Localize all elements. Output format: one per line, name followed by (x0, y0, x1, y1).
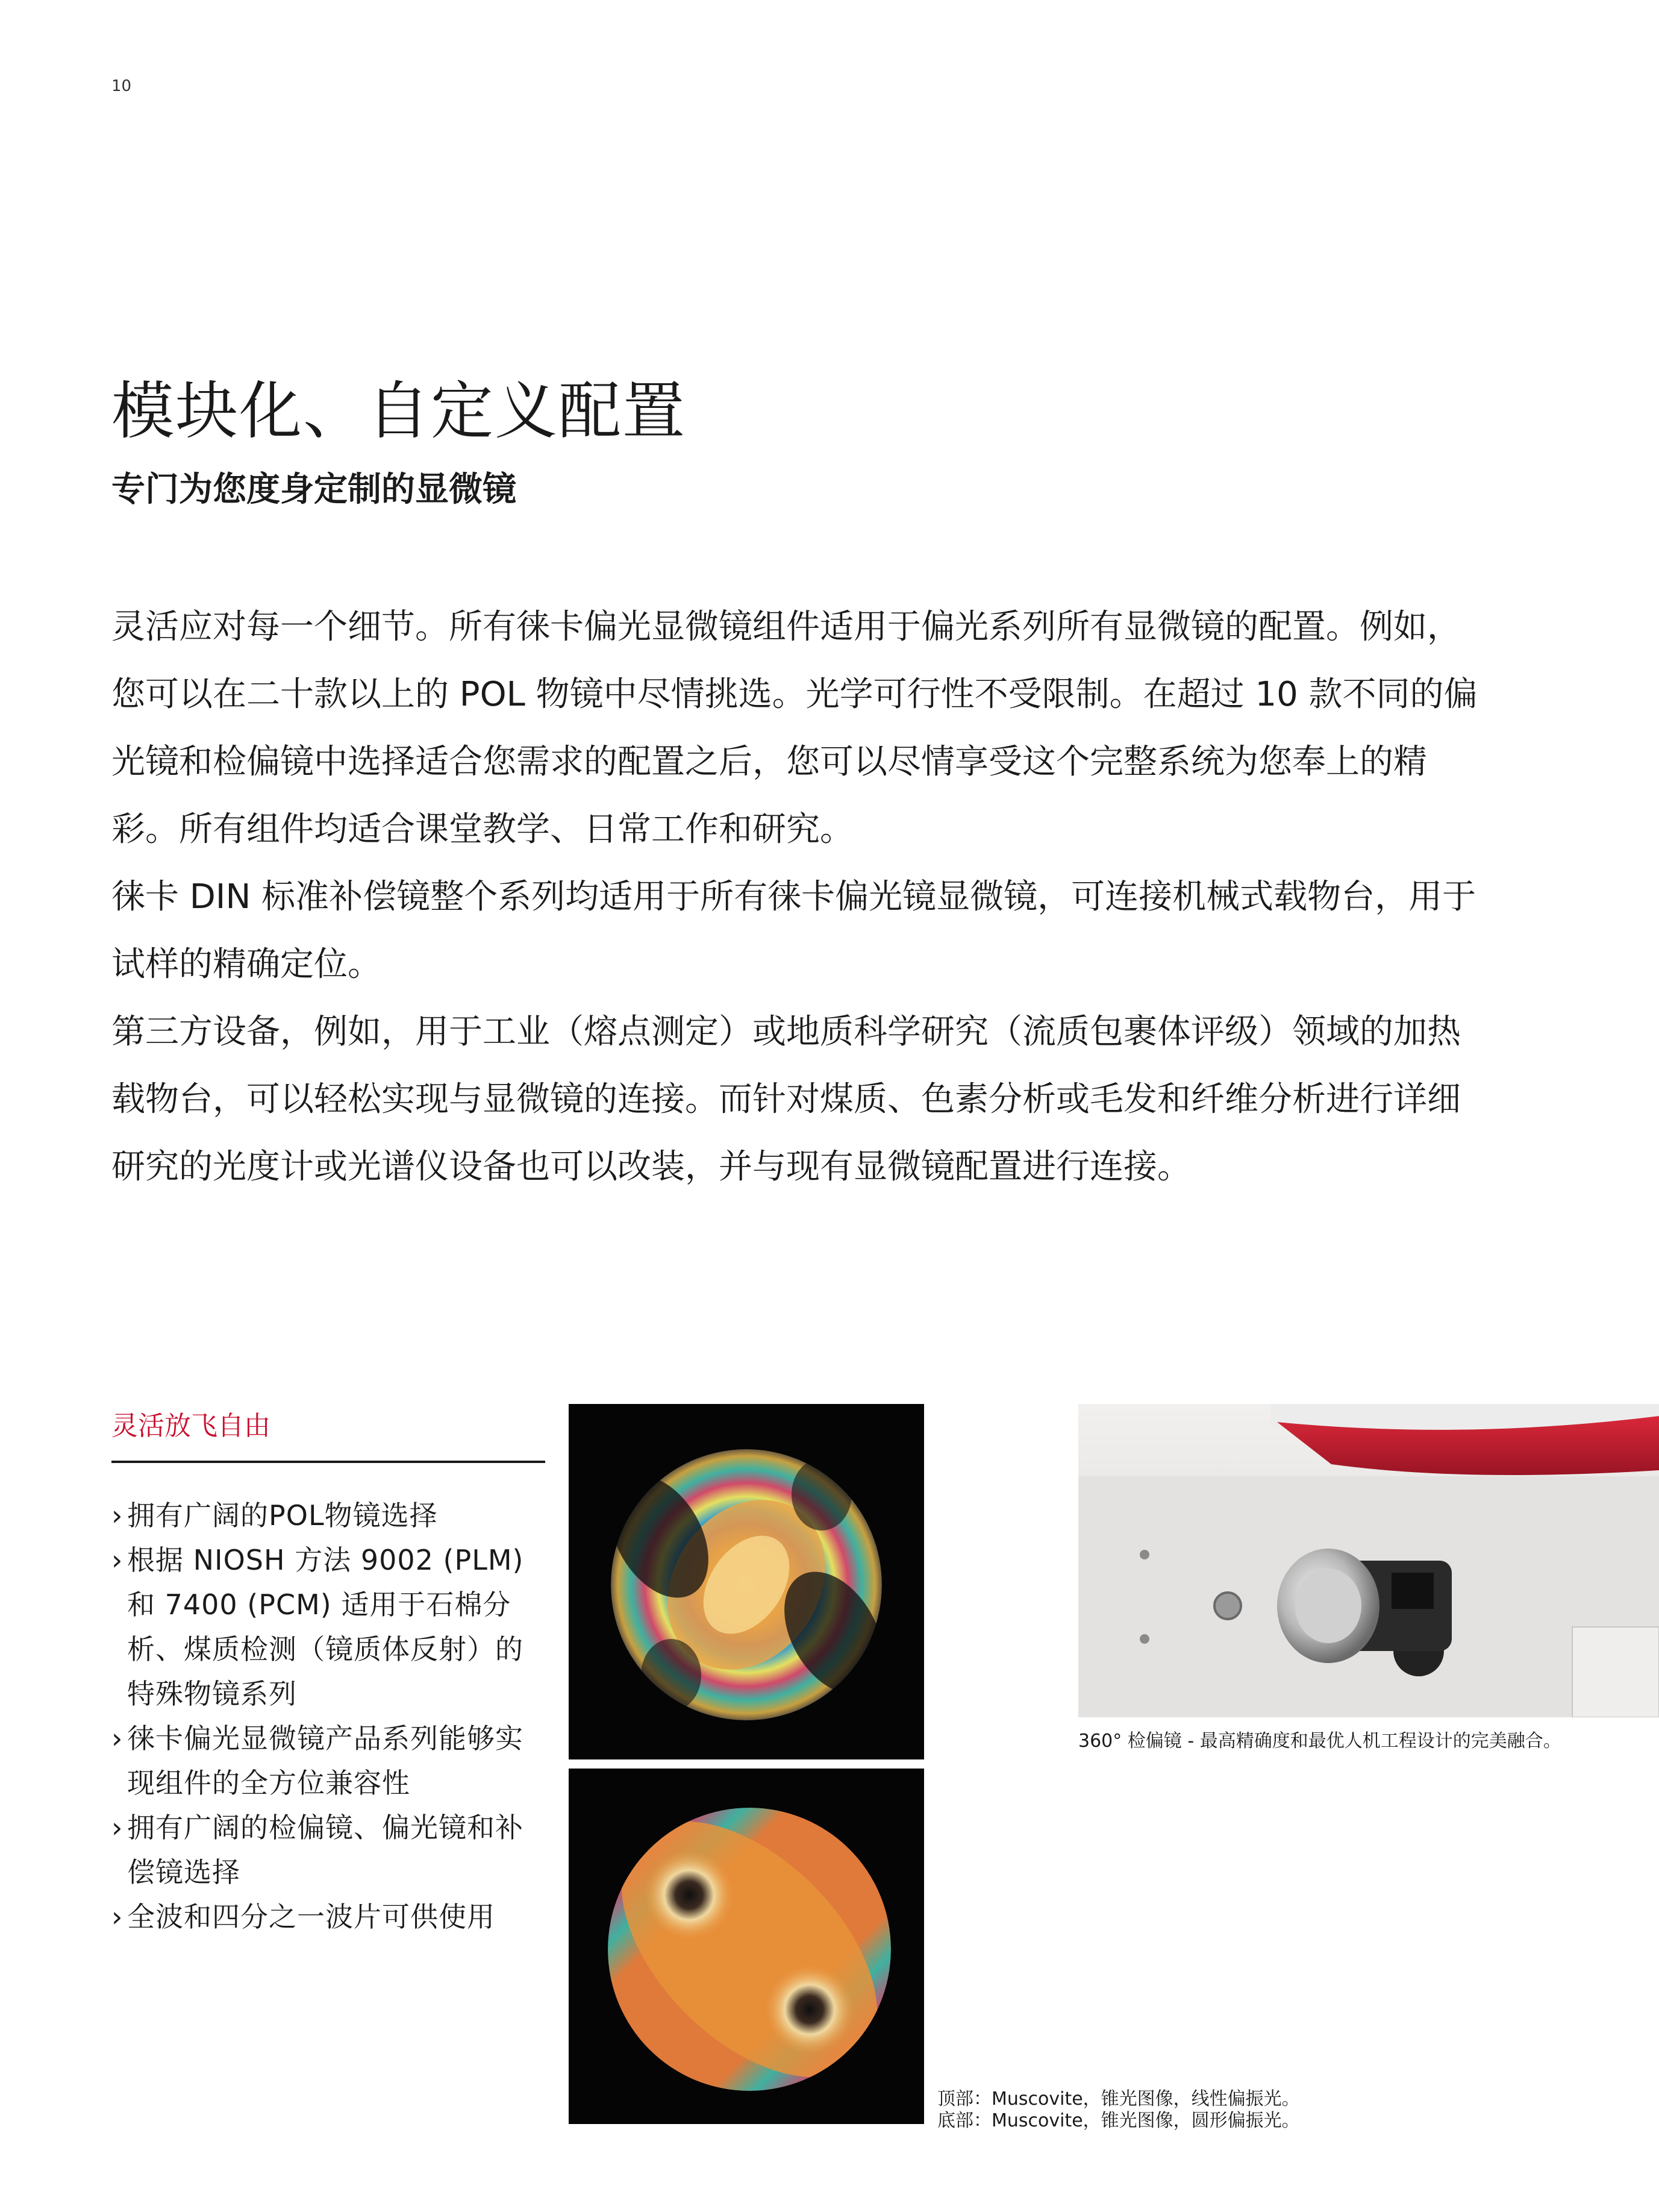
list-item-text: 徕卡偏光显微镜产品系列能够实现组件的全方位兼容性 (127, 1722, 523, 1799)
chevron-right-icon: › (111, 1722, 123, 1755)
chevron-right-icon: › (111, 1811, 123, 1844)
list-item (111, 1538, 551, 1716)
body-text (111, 594, 1485, 1201)
page-subtitle: 专门为您度身定制的显微镜 (111, 470, 516, 509)
list-item (111, 1493, 551, 1538)
caption-bottom: 底部：Muscovite，锥光图像，圆形偏振光。 (937, 2110, 1300, 2131)
sidebar-heading: 灵活放飞自由 (111, 1411, 270, 1441)
caption-top: 顶部：Muscovite，锥光图像，线性偏振光。 (937, 2088, 1300, 2110)
analyzer-caption: 360° 检偏镜 - 最高精确度和最优人机工程设计的完美融合。 (1078, 1731, 1561, 1752)
chevron-right-icon: › (111, 1499, 123, 1532)
body-paragraph-1: 灵活应对每一个细节。所有徕卡偏光显微镜组件适用于偏光系列所有显微镜的配置。例如，您可以在二十款以上的 POL 物镜中尽情挑选。光学可行性不受限制。在超过 10 款不同的偏光镜和检偏镜中选择适合您需求的配置之后，您可以尽情享受这个完整系统为您奉上的精彩。所有组件均适合课堂教学、日常工作和研究。 (111, 607, 1478, 849)
list-item-text: 拥有广阔的检偏镜、偏光镜和补偿镜选择 (127, 1811, 523, 1888)
list-item (111, 1716, 551, 1805)
body-paragraph-3: 第三方设备，例如，用于工业（熔点测定）或地质科学研究（流质包裹体评级）领域的加热载物台，可以轻松实现与显微镜的连接。而针对煤质、色素分析或毛发和纤维分析进行详细研究的光度计或光谱仪设备也可以改装，并与现有显微镜配置进行连接。 (111, 1012, 1461, 1186)
list-item (111, 1805, 551, 1894)
page-number: 10 (111, 77, 132, 95)
sidebar-divider (111, 1461, 545, 1463)
conoscopic-image-linear (569, 1404, 924, 1759)
feature-list (111, 1493, 551, 1939)
list-item (111, 1894, 551, 1939)
chevron-right-icon: › (111, 1900, 123, 1933)
body-paragraph-2: 徕卡 DIN 标准补偿镜整个系列均适用于所有徕卡偏光镜显微镜，可连接机械式载物台，用于试样的精确定位。 (111, 877, 1476, 984)
conoscopic-image-circular (569, 1769, 924, 2124)
page-title: 模块化、自定义配置 (111, 374, 687, 448)
chevron-right-icon: › (111, 1544, 123, 1576)
list-item-text: 根据 NIOSH 方法 9002 (PLM) 和 7400 (PCM) 适用于石棉分析、煤质检测（镜质体反射）的特殊物镜系列 (127, 1544, 524, 1710)
analyzer-photo (1078, 1404, 1659, 1717)
list-item-text: 拥有广阔的POL物镜选择 (127, 1499, 438, 1532)
list-item-text: 全波和四分之一波片可供使用 (127, 1900, 495, 1933)
conoscopic-caption (937, 2088, 1300, 2132)
